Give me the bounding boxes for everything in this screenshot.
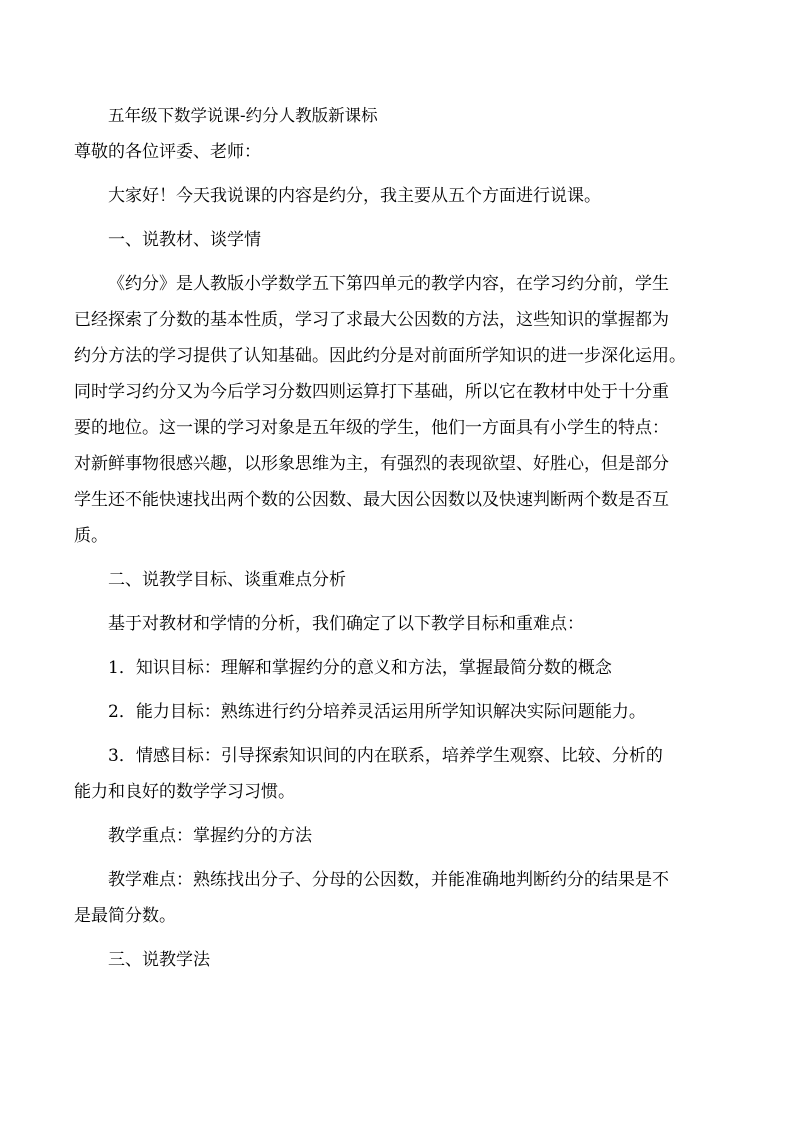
section-1-heading: 一、说教材、谈学情	[108, 230, 261, 250]
paragraph-line: 《约分》是人教版小学数学五下第四单元的教学内容，在学习约分前，学生	[108, 274, 669, 294]
goal-ability: 2．能力目标：熟练进行约分培养灵活运用所学知识解决实际问题能力。	[108, 702, 646, 722]
document-title: 五年级下数学说课-约分人教版新课标	[108, 106, 378, 125]
paragraph-line: 学生还不能快速找出两个数的公因数、最大因公因数以及快速判断两个数是否互	[74, 490, 669, 510]
paragraph-line: 3．情感目标：引导探索知识间的内在联系，培养学生观察、比较、分析的	[108, 746, 663, 766]
goal-knowledge: 1．知识目标：理解和掌握约分的意义和方法，掌握最简分数的概念	[108, 658, 612, 678]
paragraph-line: 已经探索了分数的基本性质，学习了求最大公因数的方法，这些知识的掌握都为	[74, 310, 669, 330]
section-2-heading: 二、说教学目标、谈重难点分析	[108, 570, 346, 590]
paragraph-line: 能力和良好的数学学习习惯。	[74, 782, 295, 802]
intro-paragraph: 大家好！今天我说课的内容是约分，我主要从五个方面进行说课。	[108, 186, 601, 206]
document-content	[74, 98, 720, 978]
difficulty-point	[74, 862, 720, 934]
goal-emotion	[74, 738, 720, 810]
paragraph-line: 约分方法的学习提供了认知基础。因此约分是对前面所学知识的进一步深化运用。	[74, 346, 686, 366]
paragraph-line: 同时学习约分又为今后学习分数四则运算打下基础，所以它在教材中处于十分重	[74, 382, 669, 402]
paragraph-line: 教学难点：熟练找出分子、分母的公因数，并能准确地判断约分的结果是不	[108, 870, 669, 890]
paragraph-line: 是最简分数。	[74, 906, 176, 926]
key-point: 教学重点：掌握约分的方法	[108, 826, 312, 846]
greeting: 尊敬的各位评委、老师：	[74, 142, 261, 162]
section-3-heading: 三、说教学法	[108, 950, 210, 970]
paragraph-line: 对新鲜事物很感兴趣，以形象思维为主，有强烈的表现欲望、好胜心，但是部分	[74, 454, 669, 474]
section-1-paragraph	[74, 266, 720, 554]
paragraph-line: 要的地位。这一课的学习对象是五年级的学生，他们一方面具有小学生的特点：	[74, 418, 669, 438]
section-2-lead: 基于对教材和学情的分析，我们确定了以下教学目标和重难点：	[108, 614, 584, 634]
paragraph-line: 质。	[74, 526, 108, 546]
